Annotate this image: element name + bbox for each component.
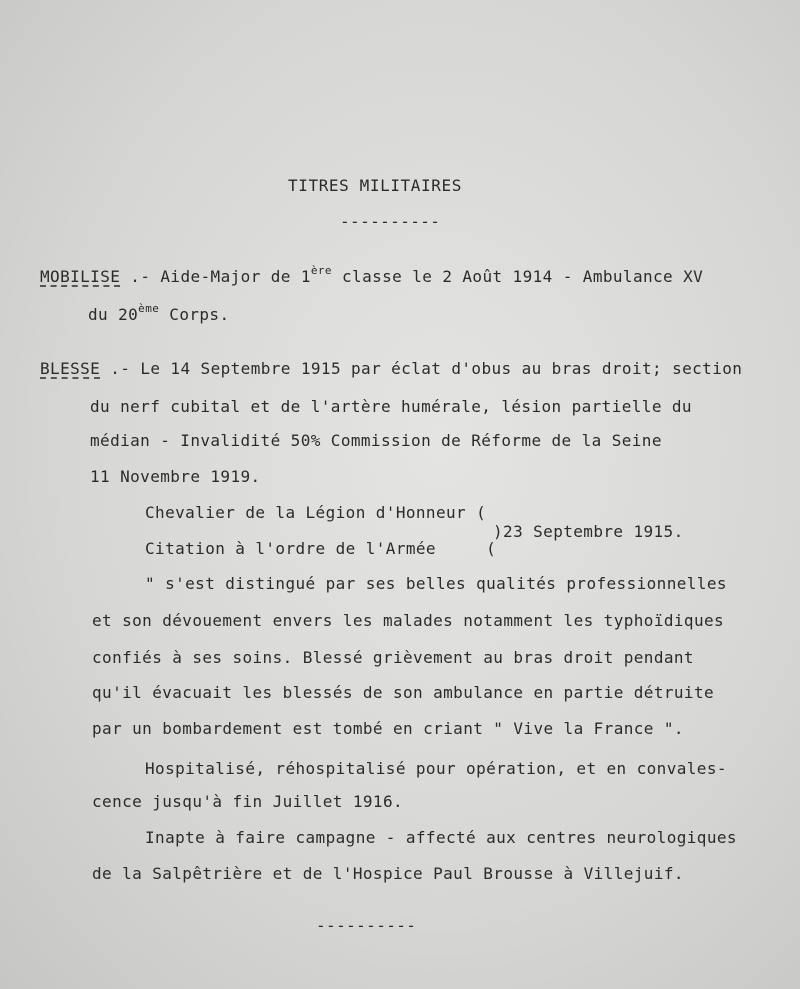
citation-text-line-4: qu'il évacuait les blessés de son ambulance en partie détruite [92, 683, 715, 702]
blesse-line-4: 11 Novembre 1919. [90, 467, 261, 486]
citation-text-line-3: confiés à ses soins. Blessé grièvement au bras droit pendant [92, 648, 694, 667]
mobilise-sup-1: ère [310, 264, 332, 277]
blesse-label: BLESSE [40, 359, 101, 378]
citation-text-line-1: " s'est distingué par ses belles qualités professionnelles [145, 574, 727, 593]
mobilise-text-1: .- Aide-Major de 1 [120, 267, 311, 286]
blesse-line-3: médian - Invalidité 50% Commission de Réforme de la Seine [90, 431, 662, 450]
citation-text-line-2: et son dévouement envers les malades notamment les typhoïdiques [92, 611, 725, 630]
inapte-line-2: de la Salpêtrière et de l'Hospice Paul Brousse à Villejuif. [92, 864, 684, 883]
mobilise-paragraph-line-1 [40, 264, 704, 287]
mobilise-line2-suffix: Corps. [159, 305, 230, 324]
mobilise-sup-2: ème [138, 302, 160, 315]
chevalier-line: Chevalier de la Légion d'Honneur ( [145, 503, 487, 522]
inapte-line-1: Inapte à faire campagne - affecté aux centres neurologiques [145, 828, 737, 847]
page-title: TITRES MILITAIRES [288, 176, 462, 195]
mobilise-label: MOBILISE [40, 267, 121, 286]
mobilise-paragraph-line-2 [88, 302, 230, 325]
citation-line: Citation à l'ordre de l'Armée ( [145, 539, 497, 558]
title-rule: ---------- [340, 212, 441, 231]
blesse-text-1: .- Le 14 Septembre 1915 par éclat d'obus au bras droit; section [100, 359, 743, 378]
hospital-line-2: cence jusqu'à fin Juillet 1916. [92, 792, 404, 811]
mobilise-line2-prefix: du 20 [88, 305, 139, 324]
blesse-line-1 [40, 359, 742, 379]
mobilise-text-2: classe le 2 Août 1914 - Ambulance XV [331, 267, 704, 286]
hospital-line-1: Hospitalisé, réhospitalisé pour opération, et en convales- [145, 759, 727, 778]
blesse-line-2: du nerf cubital et de l'artère humérale, lésion partielle du [90, 397, 692, 416]
citation-text-line-5: par un bombardement est tombé en criant " Vive la France ". [92, 719, 684, 738]
closing-rule: ---------- [316, 916, 417, 935]
honours-date: )23 Septembre 1915. [493, 522, 684, 541]
